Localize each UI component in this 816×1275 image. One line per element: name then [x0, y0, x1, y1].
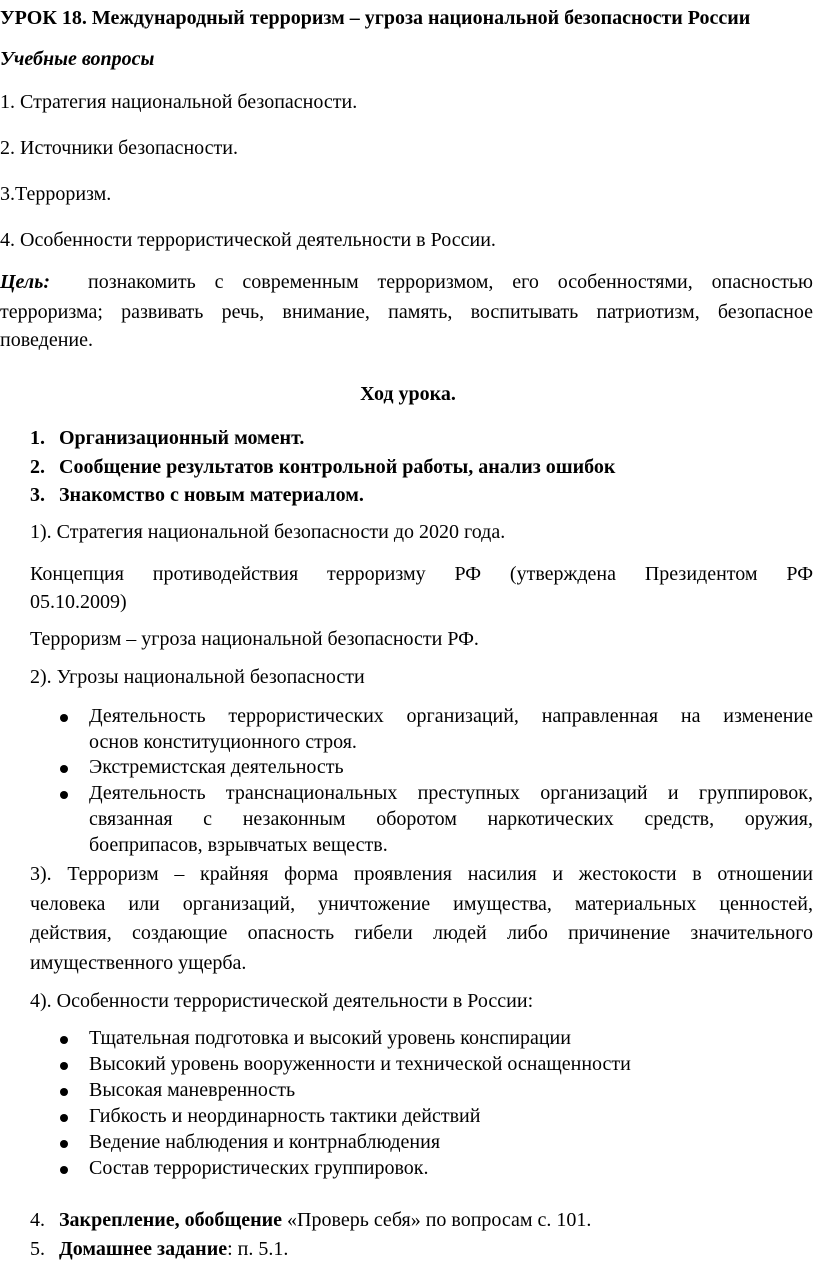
- lesson-heading: Ход урока.: [360, 383, 456, 405]
- terrorism-definition-line: имущественного ущерба.: [30, 952, 247, 974]
- step-number: 2.: [30, 456, 45, 478]
- step-number: 3.: [30, 484, 45, 506]
- threats-heading: 2). Угрозы национальной безопасности: [30, 666, 365, 688]
- strategy-line: 1). Стратегия национальной безопасности до 2020 года.: [30, 521, 506, 543]
- bullet-icon: [60, 765, 68, 773]
- feature-bullet-text: Гибкость и неординарность тактики действий: [89, 1105, 481, 1127]
- final-step-rest: : п. 5.1.: [227, 1238, 289, 1260]
- features-heading: 4). Особенности террористической деятельности в России:: [30, 990, 534, 1012]
- threat-bullet-text: боеприпасов, взрывчатых веществ.: [89, 834, 388, 856]
- bullet-icon: [60, 1062, 68, 1070]
- bullet-icon: [60, 1036, 68, 1044]
- bullet-icon: [60, 1140, 68, 1148]
- terrorism-definition-line: действия, создающие опасность гибели людей либо причинение значительного: [30, 922, 813, 944]
- concept-line: Концепция противодействия терроризму РФ (утверждена Президентом РФ: [30, 563, 813, 585]
- goal-text-line: познакомить с современным терроризмом, его особенностями, опасностью: [88, 271, 813, 293]
- question-item: 4. Особенности террористической деятельности в России.: [0, 229, 496, 251]
- feature-bullet-text: Высокая маневренность: [89, 1079, 296, 1101]
- final-step-rest: «Проверь себя» по вопросам с. 101.: [282, 1209, 592, 1231]
- goal-text-line: терроризма; развивать речь, внимание, память, воспитывать патриотизм, безопасное: [0, 301, 813, 323]
- question-item: 1. Стратегия национальной безопасности.: [0, 91, 358, 113]
- final-step-number: 4.: [30, 1209, 45, 1231]
- bullet-icon: [60, 1114, 68, 1122]
- step-text: Знакомство с новым материалом.: [59, 484, 364, 506]
- concept-line: 05.10.2009): [30, 591, 127, 613]
- feature-bullet-text: Тщательная подготовка и высокий уровень конспирации: [89, 1027, 571, 1049]
- bullet-icon: [60, 1166, 68, 1174]
- threat-line: Терроризм – угроза национальной безопасности РФ.: [30, 628, 479, 650]
- question-item: 3.Терроризм.: [0, 183, 112, 205]
- questions-heading: Учебные вопросы: [0, 48, 155, 70]
- threat-bullet-text: Деятельность транснациональных преступных организаций и группировок,: [89, 782, 813, 804]
- feature-bullet-text: Состав террористических группировок.: [89, 1157, 429, 1179]
- bullet-icon: [60, 1088, 68, 1096]
- final-step-bold: Домашнее задание: [59, 1238, 228, 1260]
- goal-label: Цель:: [0, 271, 50, 293]
- threat-bullet-text: Деятельность террористических организаций, направленная на изменение: [89, 705, 813, 727]
- final-step-line: [59, 1236, 288, 1262]
- feature-bullet-text: Высокий уровень вооруженности и технической оснащенности: [89, 1053, 631, 1075]
- final-step-number: 5.: [30, 1238, 45, 1260]
- feature-bullet-text: Ведение наблюдения и контрнаблюдения: [89, 1131, 441, 1153]
- final-step-line: [59, 1207, 591, 1233]
- step-text: Сообщение результатов контрольной работы, анализ ошибок: [59, 456, 616, 478]
- terrorism-definition-line: человека или организаций, уничтожение имущества, материальных ценностей,: [30, 893, 813, 915]
- terrorism-definition-line: 3). Терроризм – крайняя форма проявления насилия и жестокости в отношении: [30, 863, 813, 885]
- bullet-icon: [60, 714, 68, 722]
- goal-text-line: поведение.: [0, 329, 93, 351]
- step-text: Организационный момент.: [59, 427, 305, 449]
- question-item: 2. Источники безопасности.: [0, 137, 238, 159]
- lesson-title: УРОК 18. Международный терроризм – угроза национальной безопасности России: [0, 7, 751, 29]
- threat-bullet-text: основ конституционного строя.: [89, 731, 357, 753]
- step-number: 1.: [30, 427, 45, 449]
- threat-bullet-text: Экстремистская деятельность: [89, 756, 344, 778]
- bullet-icon: [60, 791, 68, 799]
- threat-bullet-text: связанная с незаконным оборотом наркотических средств, оружия,: [89, 808, 813, 830]
- final-step-bold: Закрепление, обобщение: [59, 1209, 283, 1231]
